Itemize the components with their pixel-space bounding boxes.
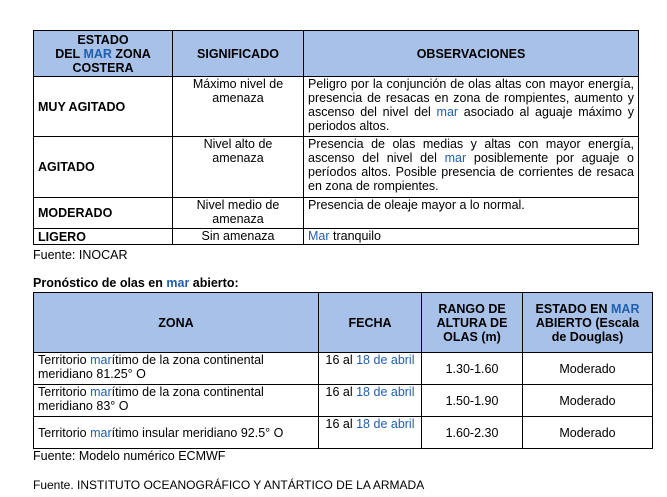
header-sea-state: ESTADO DEL MAR ZONA COSTERA [34, 31, 173, 77]
row-wave-range: 1.30-1.60 [422, 353, 523, 385]
source-ecmwf: Fuente: Modelo numérico ECMWF [33, 449, 226, 463]
header-meaning: SIGNIFICADO [173, 31, 304, 77]
row-zone: Territorio marítimo insular meridiano 92.5° O [34, 417, 319, 449]
wave-forecast-table [33, 292, 653, 449]
row-state: MODERADO [34, 198, 173, 229]
header-zone: ZONA [34, 293, 319, 353]
row-date: 16 al 18 de abril [319, 417, 422, 449]
row-meaning: Nivel medio de amenaza [173, 198, 304, 229]
row-wave-range: 1.50-1.90 [422, 385, 523, 417]
forecast-title: Pronóstico de olas en mar abierto: [33, 276, 239, 290]
row-observation: Presencia de oleaje mayor a lo normal. [304, 198, 639, 229]
header-date: FECHA [319, 293, 422, 353]
row-observation: Presencia de olas medias y altas con mayor energía, ascenso del nivel del mar posiblemente por aguaje o períodos altos. Posible presencia de corrientes de resaca en zona de rompientes. [304, 137, 639, 198]
row-meaning: Máximo nivel de amenaza [173, 77, 304, 137]
sea-state-table [33, 30, 639, 245]
row-observation: Mar tranquilo [304, 229, 639, 245]
row-state: MUY AGITADO [34, 77, 173, 137]
table-row [34, 353, 653, 385]
table-row [34, 77, 639, 137]
table-row [34, 137, 639, 198]
row-zone: Territorio marítimo de la zona continental meridiano 81.25° O [34, 353, 319, 385]
table-row [34, 229, 639, 245]
row-sea-state: Moderado [523, 385, 653, 417]
row-wave-range: 1.60-2.30 [422, 417, 523, 449]
row-state: LIGERO [34, 229, 173, 245]
row-zone: Territorio marítimo de la zona continental meridiano 83° O [34, 385, 319, 417]
row-sea-state: Moderado [523, 417, 653, 449]
row-meaning: Sin amenaza [173, 229, 304, 245]
header-wave-range: RANGO DE ALTURA DE OLAS (m) [422, 293, 523, 353]
row-sea-state: Moderado [523, 353, 653, 385]
row-meaning: Nivel alto de amenaza [173, 137, 304, 198]
row-observation: Peligro por la conjunción de olas altas con mayor energía, presencia de resacas en zona de rompientes, aumento y ascenso del nivel del mar asociado al aguaje máximo y periodos altos. [304, 77, 639, 137]
source-inocar-full: Fuente. INSTITUTO OCEANOGRÁFICO Y ANTÁRTICO DE LA ARMADA [33, 478, 425, 492]
row-date: 16 al 18 de abril [319, 385, 422, 417]
header-open-sea-state: ESTADO EN MAR ABIERTO (Escala de Douglas) [523, 293, 653, 353]
table-row [34, 385, 653, 417]
table-row [34, 417, 653, 449]
header-observations: OBSERVACIONES [304, 31, 639, 77]
row-date: 16 al 18 de abril [319, 353, 422, 385]
table-row [34, 198, 639, 229]
row-state: AGITADO [34, 137, 173, 198]
source-inocar: Fuente: INOCAR [33, 248, 128, 262]
